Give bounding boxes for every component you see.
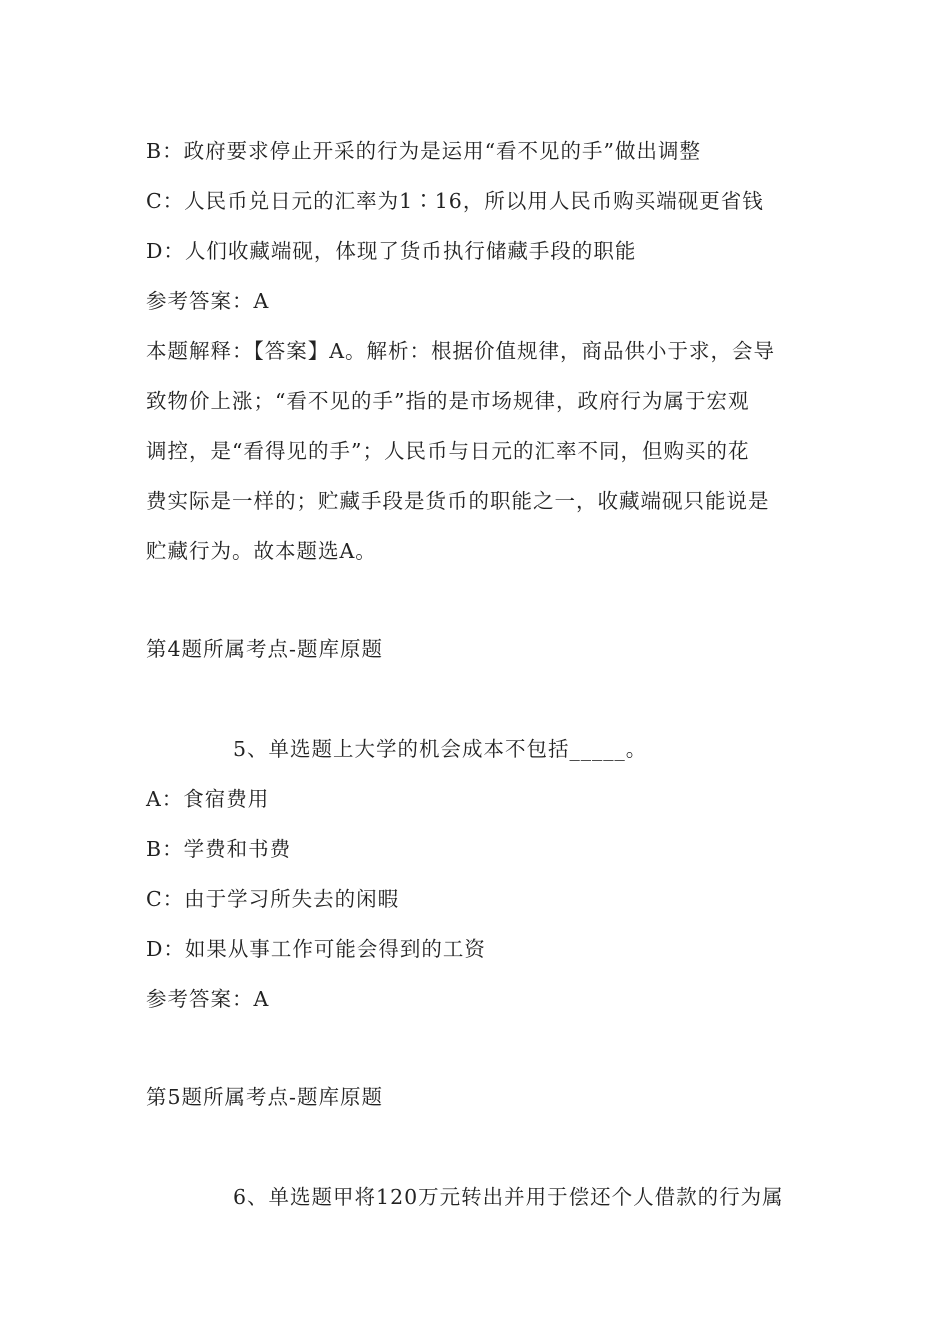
q3-explanation-line: 费实际是一样的；贮藏手段是货币的职能之一，收藏端砚只能说是 xyxy=(146,489,770,513)
q3-explanation-line: 贮藏行为。故本题选A。 xyxy=(146,539,377,563)
q3-option-c: C：人民币兑日元的汇率为1∶16，所以用人民币购买端砚更省钱 xyxy=(146,189,764,213)
q4-topic: 第4题所属考点-题库原题 xyxy=(146,637,383,661)
q5-option-b: B：学费和书费 xyxy=(146,837,292,861)
q3-explanation-line: 致物价上涨；“看不见的手”指的是市场规律，政府行为属于宏观 xyxy=(146,389,750,413)
q5-topic: 第5题所属考点-题库原题 xyxy=(146,1085,383,1109)
q3-explanation-line: 本题解释：【答案】A。解析：根据价值规律，商品供小于求，会导 xyxy=(146,339,776,363)
q3-option-d: D：人们收藏端砚，体现了货币执行储藏手段的职能 xyxy=(146,239,637,263)
q5-option-c: C：由于学习所失去的闲暇 xyxy=(146,887,400,911)
q6-stem: 6、单选题甲将120万元转出并用于偿还个人借款的行为属 xyxy=(233,1185,784,1209)
q3-explanation-line: 调控，是“看得见的手”；人民币与日元的汇率不同，但购买的花 xyxy=(146,439,750,463)
q5-answer: 参考答案：A xyxy=(146,987,270,1011)
q3-option-b: B：政府要求停止开采的行为是运用“看不见的手”做出调整 xyxy=(146,139,702,163)
q3-answer: 参考答案：A xyxy=(146,289,270,313)
q5-stem: 5、单选题上大学的机会成本不包括_____。 xyxy=(233,737,648,761)
q5-option-d: D：如果从事工作可能会得到的工资 xyxy=(146,937,486,961)
q5-option-a: A：食宿费用 xyxy=(146,787,270,811)
